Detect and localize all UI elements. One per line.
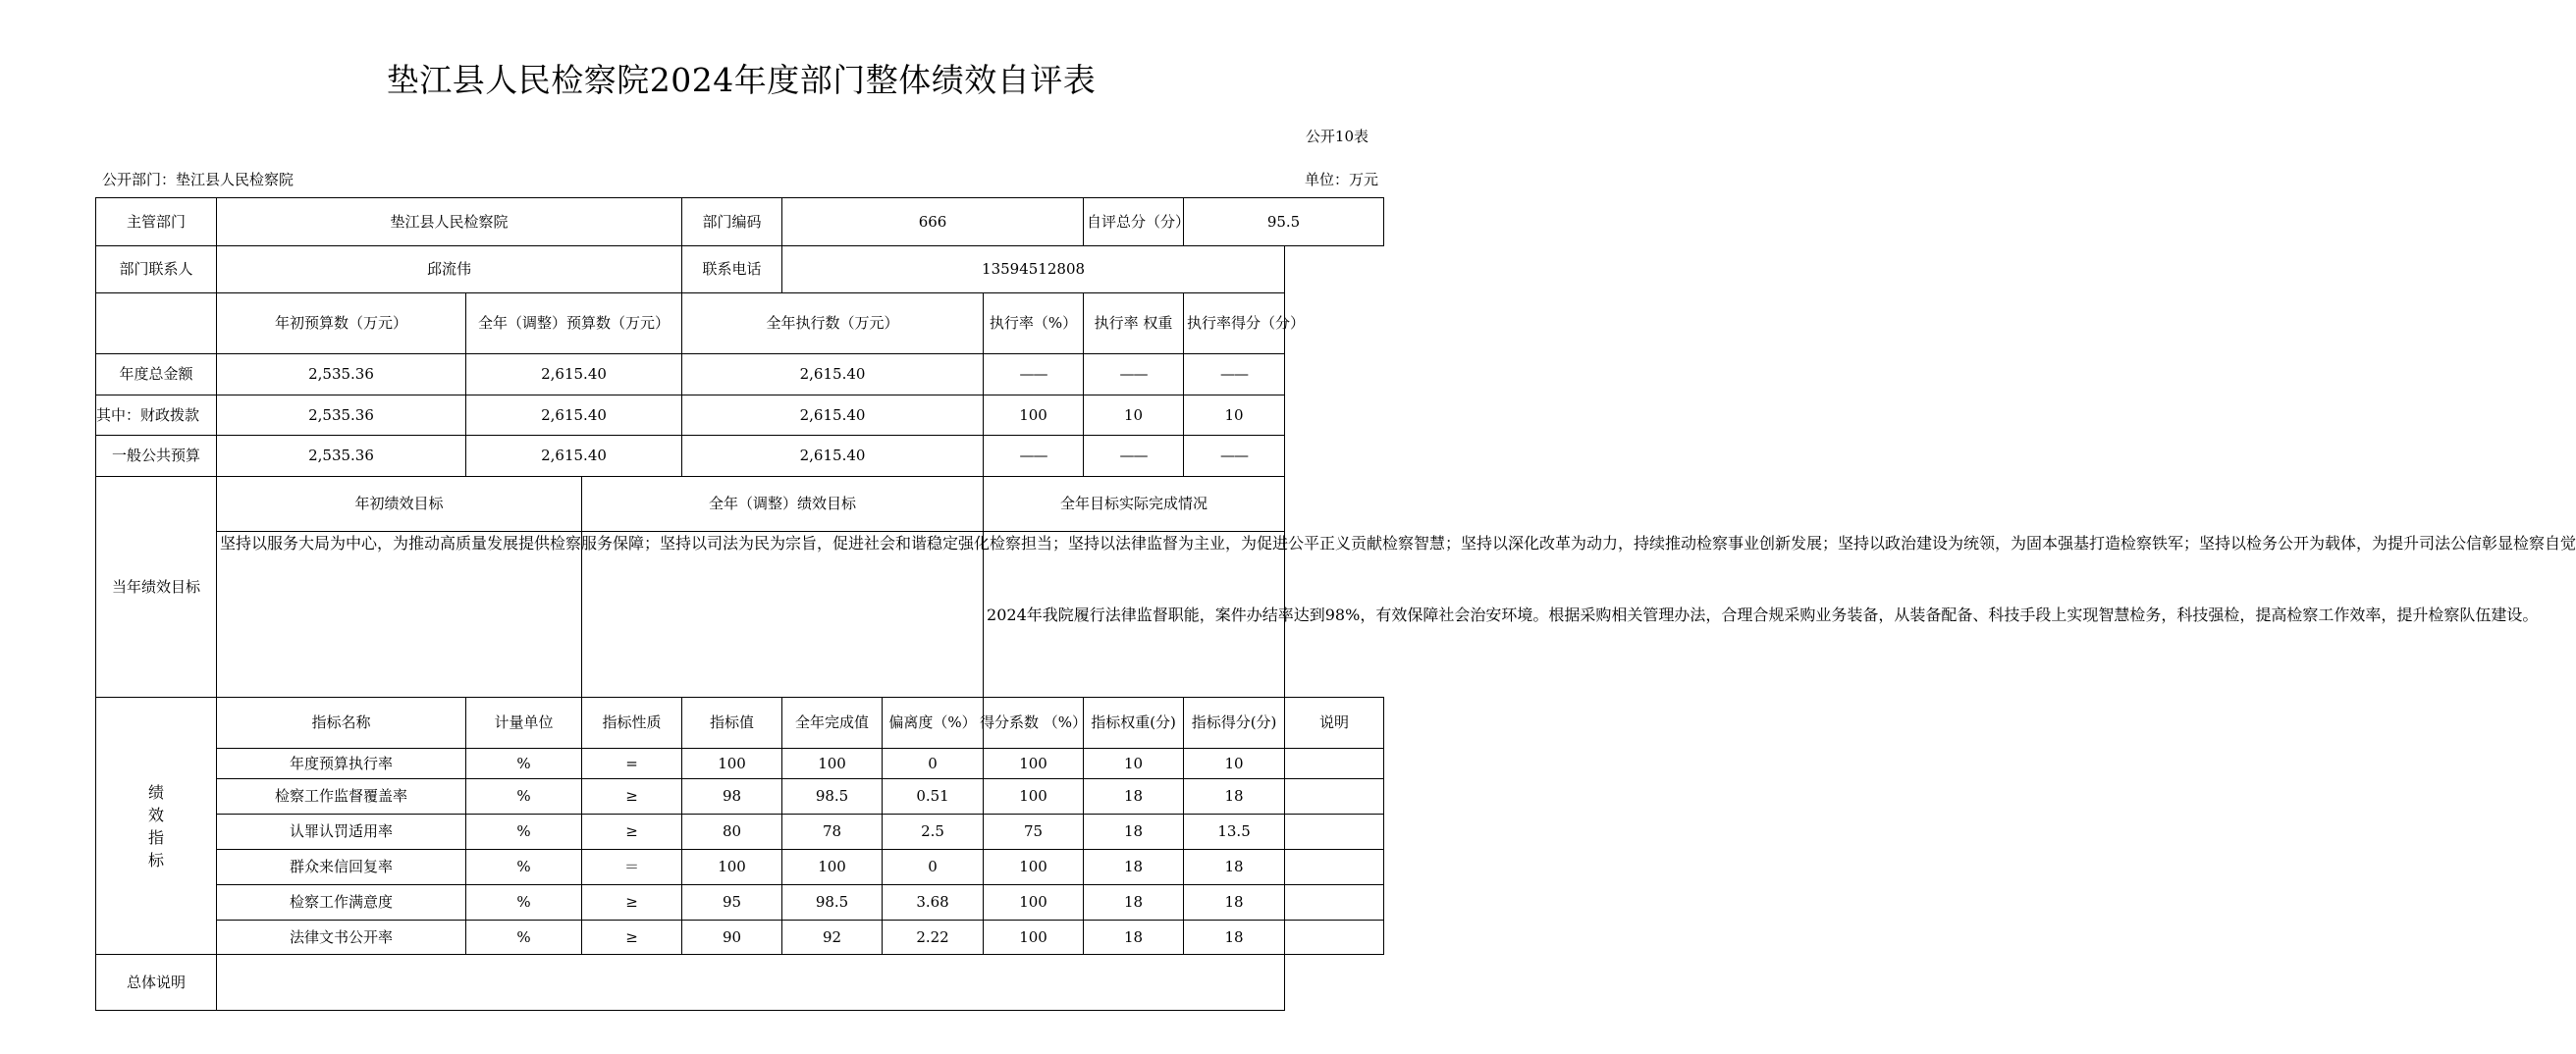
indicator-header-row (96, 698, 1384, 749)
budget-adjusted: 2,615.40 (466, 354, 682, 395)
indicator-header-deviation: 偏离度（%） (883, 698, 984, 749)
indicator-note (1285, 850, 1384, 885)
unit-label: 单位：万元 (1304, 171, 1378, 188)
indicator-header-unit: 计量单位 (466, 698, 582, 749)
form-number: 公开10表 (1305, 128, 1368, 145)
budget-executed: 2,615.40 (682, 436, 984, 477)
indicator-target: 80 (682, 815, 782, 850)
budget-row-label: 年度总金额 (96, 354, 217, 395)
supervisor-label: 主管部门 (96, 198, 217, 246)
indicator-nature: = (582, 749, 682, 779)
budget-initial: 2,535.36 (217, 395, 466, 436)
budget-row (96, 395, 1384, 436)
budget-initial: 2,535.36 (217, 354, 466, 395)
indicator-deviation: 3.68 (883, 885, 984, 921)
indicator-header-target: 指标值 (682, 698, 782, 749)
indicator-unit: % (466, 815, 582, 850)
code-value: 666 (782, 198, 1084, 246)
budget-rate: 100 (984, 395, 1084, 436)
indicator-weight: 10 (1084, 749, 1184, 779)
indicator-target: 95 (682, 885, 782, 921)
indicator-coef: 100 (984, 921, 1084, 955)
summary-label: 总体说明 (96, 955, 217, 1011)
department-label: 公开部门：垫江县人民检察院 (102, 171, 295, 188)
indicator-nature: ≥ (582, 815, 682, 850)
indicator-actual: 98.5 (782, 885, 883, 921)
budget-header-score: 执行率得分（分） (1184, 293, 1285, 354)
indicator-nature: ≥ (582, 885, 682, 921)
indicator-deviation: 0.51 (883, 779, 984, 815)
indicator-name: 检察工作监督覆盖率 (217, 779, 466, 815)
indicator-target: 90 (682, 921, 782, 955)
indicator-target: 100 (682, 850, 782, 885)
goals-header-row (96, 477, 1384, 532)
indicator-actual: 78 (782, 815, 883, 850)
indicator-nature: ≥ (582, 779, 682, 815)
budget-header-executed: 全年执行数（万元） (682, 293, 984, 354)
indicator-score: 10 (1184, 749, 1285, 779)
indicator-weight: 18 (1084, 815, 1184, 850)
indicator-weight: 18 (1084, 850, 1184, 885)
indicator-unit: % (466, 779, 582, 815)
indicator-header-note: 说明 (1285, 698, 1384, 749)
budget-score: —— (1184, 436, 1285, 477)
indicator-header-coef: 得分系数 （%） (984, 698, 1084, 749)
contact-label: 部门联系人 (96, 246, 217, 293)
indicator-actual: 92 (782, 921, 883, 955)
supervisor-value: 垫江县人民检察院 (217, 198, 682, 246)
indicator-row (96, 850, 1384, 885)
indicator-coef: 100 (984, 779, 1084, 815)
goals-actual-header: 全年目标实际完成情况 (984, 477, 1285, 532)
indicator-coef: 75 (984, 815, 1084, 850)
summary-row (96, 955, 1384, 1011)
budget-header-adjusted: 全年（调整）预算数（万元） (466, 293, 682, 354)
indicator-note (1285, 815, 1384, 850)
indicator-score: 13.5 (1184, 815, 1285, 850)
contact-value: 邱流伟 (217, 246, 682, 293)
indicators-row-label-cell (96, 698, 217, 955)
indicator-name: 群众来信回复率 (217, 850, 466, 885)
score-label: 自评总分（分） (1084, 198, 1184, 246)
indicator-name: 年度预算执行率 (217, 749, 466, 779)
indicator-weight: 18 (1084, 779, 1184, 815)
indicator-nature: ＝ (582, 850, 682, 885)
phone-value: 13594512808 (782, 246, 1285, 293)
indicator-score: 18 (1184, 885, 1285, 921)
goals-row-label: 当年绩效目标 (96, 477, 217, 698)
indicator-unit: % (466, 749, 582, 779)
budget-header-row (96, 293, 1384, 354)
indicator-unit: % (466, 850, 582, 885)
indicator-name: 检察工作满意度 (217, 885, 466, 921)
budget-header-weight: 执行率 权重 (1084, 293, 1184, 354)
goals-adjusted-text (582, 532, 984, 698)
indicator-row (96, 885, 1384, 921)
indicators-row-label: 绩效指标 (147, 782, 164, 870)
indicator-unit: % (466, 885, 582, 921)
budget-row-label: 一般公共预算 (96, 436, 217, 477)
indicator-actual: 100 (782, 749, 883, 779)
indicator-coef: 100 (984, 885, 1084, 921)
indicator-header-nature: 指标性质 (582, 698, 682, 749)
indicator-actual: 98.5 (782, 779, 883, 815)
budget-adjusted: 2,615.40 (466, 436, 682, 477)
indicator-deviation: 0 (883, 749, 984, 779)
budget-weight: 10 (1084, 395, 1184, 436)
indicator-header-score: 指标得分(分) (1184, 698, 1285, 749)
budget-executed: 2,615.40 (682, 395, 984, 436)
budget-row (96, 436, 1384, 477)
indicator-note (1285, 921, 1384, 955)
indicator-actual: 100 (782, 850, 883, 885)
goals-adjusted-header: 全年（调整）绩效目标 (582, 477, 984, 532)
budget-score: —— (1184, 354, 1285, 395)
summary-text (217, 955, 1285, 1011)
budget-weight: —— (1084, 354, 1184, 395)
indicator-target: 98 (682, 779, 782, 815)
page-title: 垫江县人民检察院2024年度部门整体绩效自评表 (386, 61, 1097, 99)
evaluation-table (95, 197, 2576, 1011)
budget-rate: —— (984, 354, 1084, 395)
budget-initial: 2,535.36 (217, 436, 466, 477)
goals-initial-header: 年初绩效目标 (217, 477, 582, 532)
info-row-1 (96, 198, 1384, 246)
budget-header-initial: 年初预算数（万元） (217, 293, 466, 354)
indicator-coef: 100 (984, 850, 1084, 885)
budget-rate: —— (984, 436, 1084, 477)
indicator-score: 18 (1184, 779, 1285, 815)
indicator-header-weight: 指标权重(分) (1084, 698, 1184, 749)
indicator-weight: 18 (1084, 921, 1184, 955)
indicator-name: 法律文书公开率 (217, 921, 466, 955)
goals-initial-text: 坚持以服务大局为中心，为推动高质量发展提供检察服务保障；坚持以司法为民为宗旨，促进社会和谐稳定强化检察担当；坚持以法律监督为主业，为促进公平正义贡献检察智慧；坚持以深化改革为动力，持续推动检察事业创新发展；坚持以政治建设为统领，为固本强基打造检察铁军；坚持以检务公开为载体，为提升司法公信彰显检察自觉 (220, 534, 2576, 553)
budget-adjusted: 2,615.40 (466, 395, 682, 436)
indicator-row (96, 921, 1384, 955)
budget-score: 10 (1184, 395, 1285, 436)
info-row-2 (96, 246, 1384, 293)
indicator-row (96, 815, 1384, 850)
indicator-name: 认罪认罚适用率 (217, 815, 466, 850)
indicator-note (1285, 885, 1384, 921)
indicator-deviation: 2.5 (883, 815, 984, 850)
budget-header-rate: 执行率（%） (984, 293, 1084, 354)
budget-weight: —— (1084, 436, 1184, 477)
indicator-header-name: 指标名称 (217, 698, 466, 749)
code-label: 部门编码 (682, 198, 782, 246)
indicator-target: 100 (682, 749, 782, 779)
indicator-nature: ≥ (582, 921, 682, 955)
phone-label: 联系电话 (682, 246, 782, 293)
indicator-row (96, 749, 1384, 779)
budget-corner (96, 293, 217, 354)
indicator-coef: 100 (984, 749, 1084, 779)
goals-content-row (96, 532, 1384, 698)
indicator-deviation: 0 (883, 850, 984, 885)
indicator-score: 18 (1184, 850, 1285, 885)
score-value: 95.5 (1184, 198, 1384, 246)
indicator-unit: % (466, 921, 582, 955)
indicator-deviation: 2.22 (883, 921, 984, 955)
indicator-note (1285, 749, 1384, 779)
budget-row-label: 其中：财政拨款 (96, 395, 217, 436)
indicator-weight: 18 (1084, 885, 1184, 921)
budget-executed: 2,615.40 (682, 354, 984, 395)
indicator-row (96, 779, 1384, 815)
indicator-note (1285, 779, 1384, 815)
budget-row (96, 354, 1384, 395)
indicator-score: 18 (1184, 921, 1285, 955)
indicator-header-actual: 全年完成值 (782, 698, 883, 749)
goals-actual-text: 2024年我院履行法律监督职能，案件办结率达到98%，有效保障社会治安环境。根据采购相关管理办法，合理合规采购业务装备，从装备配备、科技手段上实现智慧检务，科技强检，提高检察工作效率，提升检察队伍建设。 (984, 532, 1285, 698)
